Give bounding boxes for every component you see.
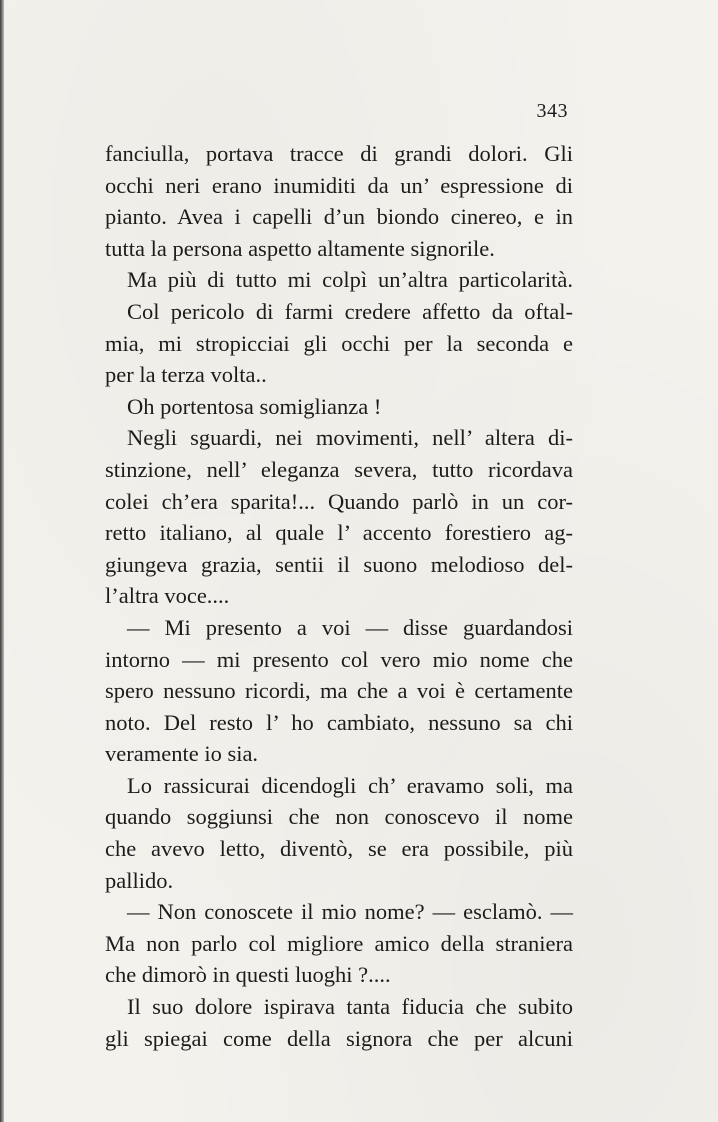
text-line: quando soggiunsi che non conoscevo il nome (105, 804, 573, 830)
text-line: che dimorò in questi luoghi ?.... (105, 962, 391, 988)
text-line: tutta la persona aspetto altamente signorile. (105, 235, 495, 261)
text-line: pallido. (105, 867, 174, 893)
text-line: Lo rassicurai dicendogli ch’ eravamo soli, ma (127, 772, 573, 798)
text-line: Ma non parlo col migliore amico della straniera (105, 930, 573, 956)
text-line: veramente io sia. (105, 741, 259, 767)
text-line: l’altra voce.... (105, 583, 230, 609)
text-line: che avevo letto, diventò, se era possibile, più (105, 836, 573, 862)
text-line: Negli sguardi, nei movimenti, nell’ altera di- (127, 425, 573, 451)
text-line: stinzione, nell’ eleganza severa, tutto ricordava (105, 456, 573, 482)
page-binding-edge (0, 0, 4, 1122)
text-line: retto italiano, al quale l’ accento forestiero ag- (105, 520, 573, 546)
text-line: gli spiegai come della signora che per alcuni (105, 1025, 573, 1051)
text-line: Ma più di tutto mi colpì un’altra particolarità. (127, 267, 573, 293)
text-line: per la terza volta.. (105, 362, 267, 388)
text-line: intorno — mi presento col vero mio nome che (105, 646, 573, 672)
text-line: Il suo dolore ispirava tanta fiducia che subito (127, 994, 573, 1020)
text-line: occhi neri erano inumiditi da un’ espressione di (105, 172, 573, 198)
text-line: Oh portentosa somiglianza ! (127, 393, 382, 419)
text-line: spero nessuno ricordi, ma che a voi è certamente (105, 678, 573, 704)
text-line: colei ch’era sparita!... Quando parlò in un cor- (105, 488, 573, 514)
text-line: Col pericolo di farmi credere affetto da oftal- (127, 298, 573, 324)
text-line: mia, mi stropicciai gli occhi per la seconda e (105, 330, 573, 356)
body-text (105, 138, 573, 1054)
text-line: pianto. Avea i capelli d’un biondo cinereo, e in (105, 204, 573, 230)
text-line: giungeva grazia, sentii il suono melodioso del- (105, 551, 573, 577)
text-line: — Non conoscete il mio nome? — esclamò. — (127, 899, 573, 925)
page-number: 343 (536, 100, 568, 122)
text-line: noto. Del resto l’ ho cambiato, nessuno sa chi (105, 709, 573, 735)
text-line: fanciulla, portava tracce di grandi dolori. Gli (105, 141, 573, 166)
text-line: — Mi presento a voi — disse guardandosi (127, 614, 573, 640)
